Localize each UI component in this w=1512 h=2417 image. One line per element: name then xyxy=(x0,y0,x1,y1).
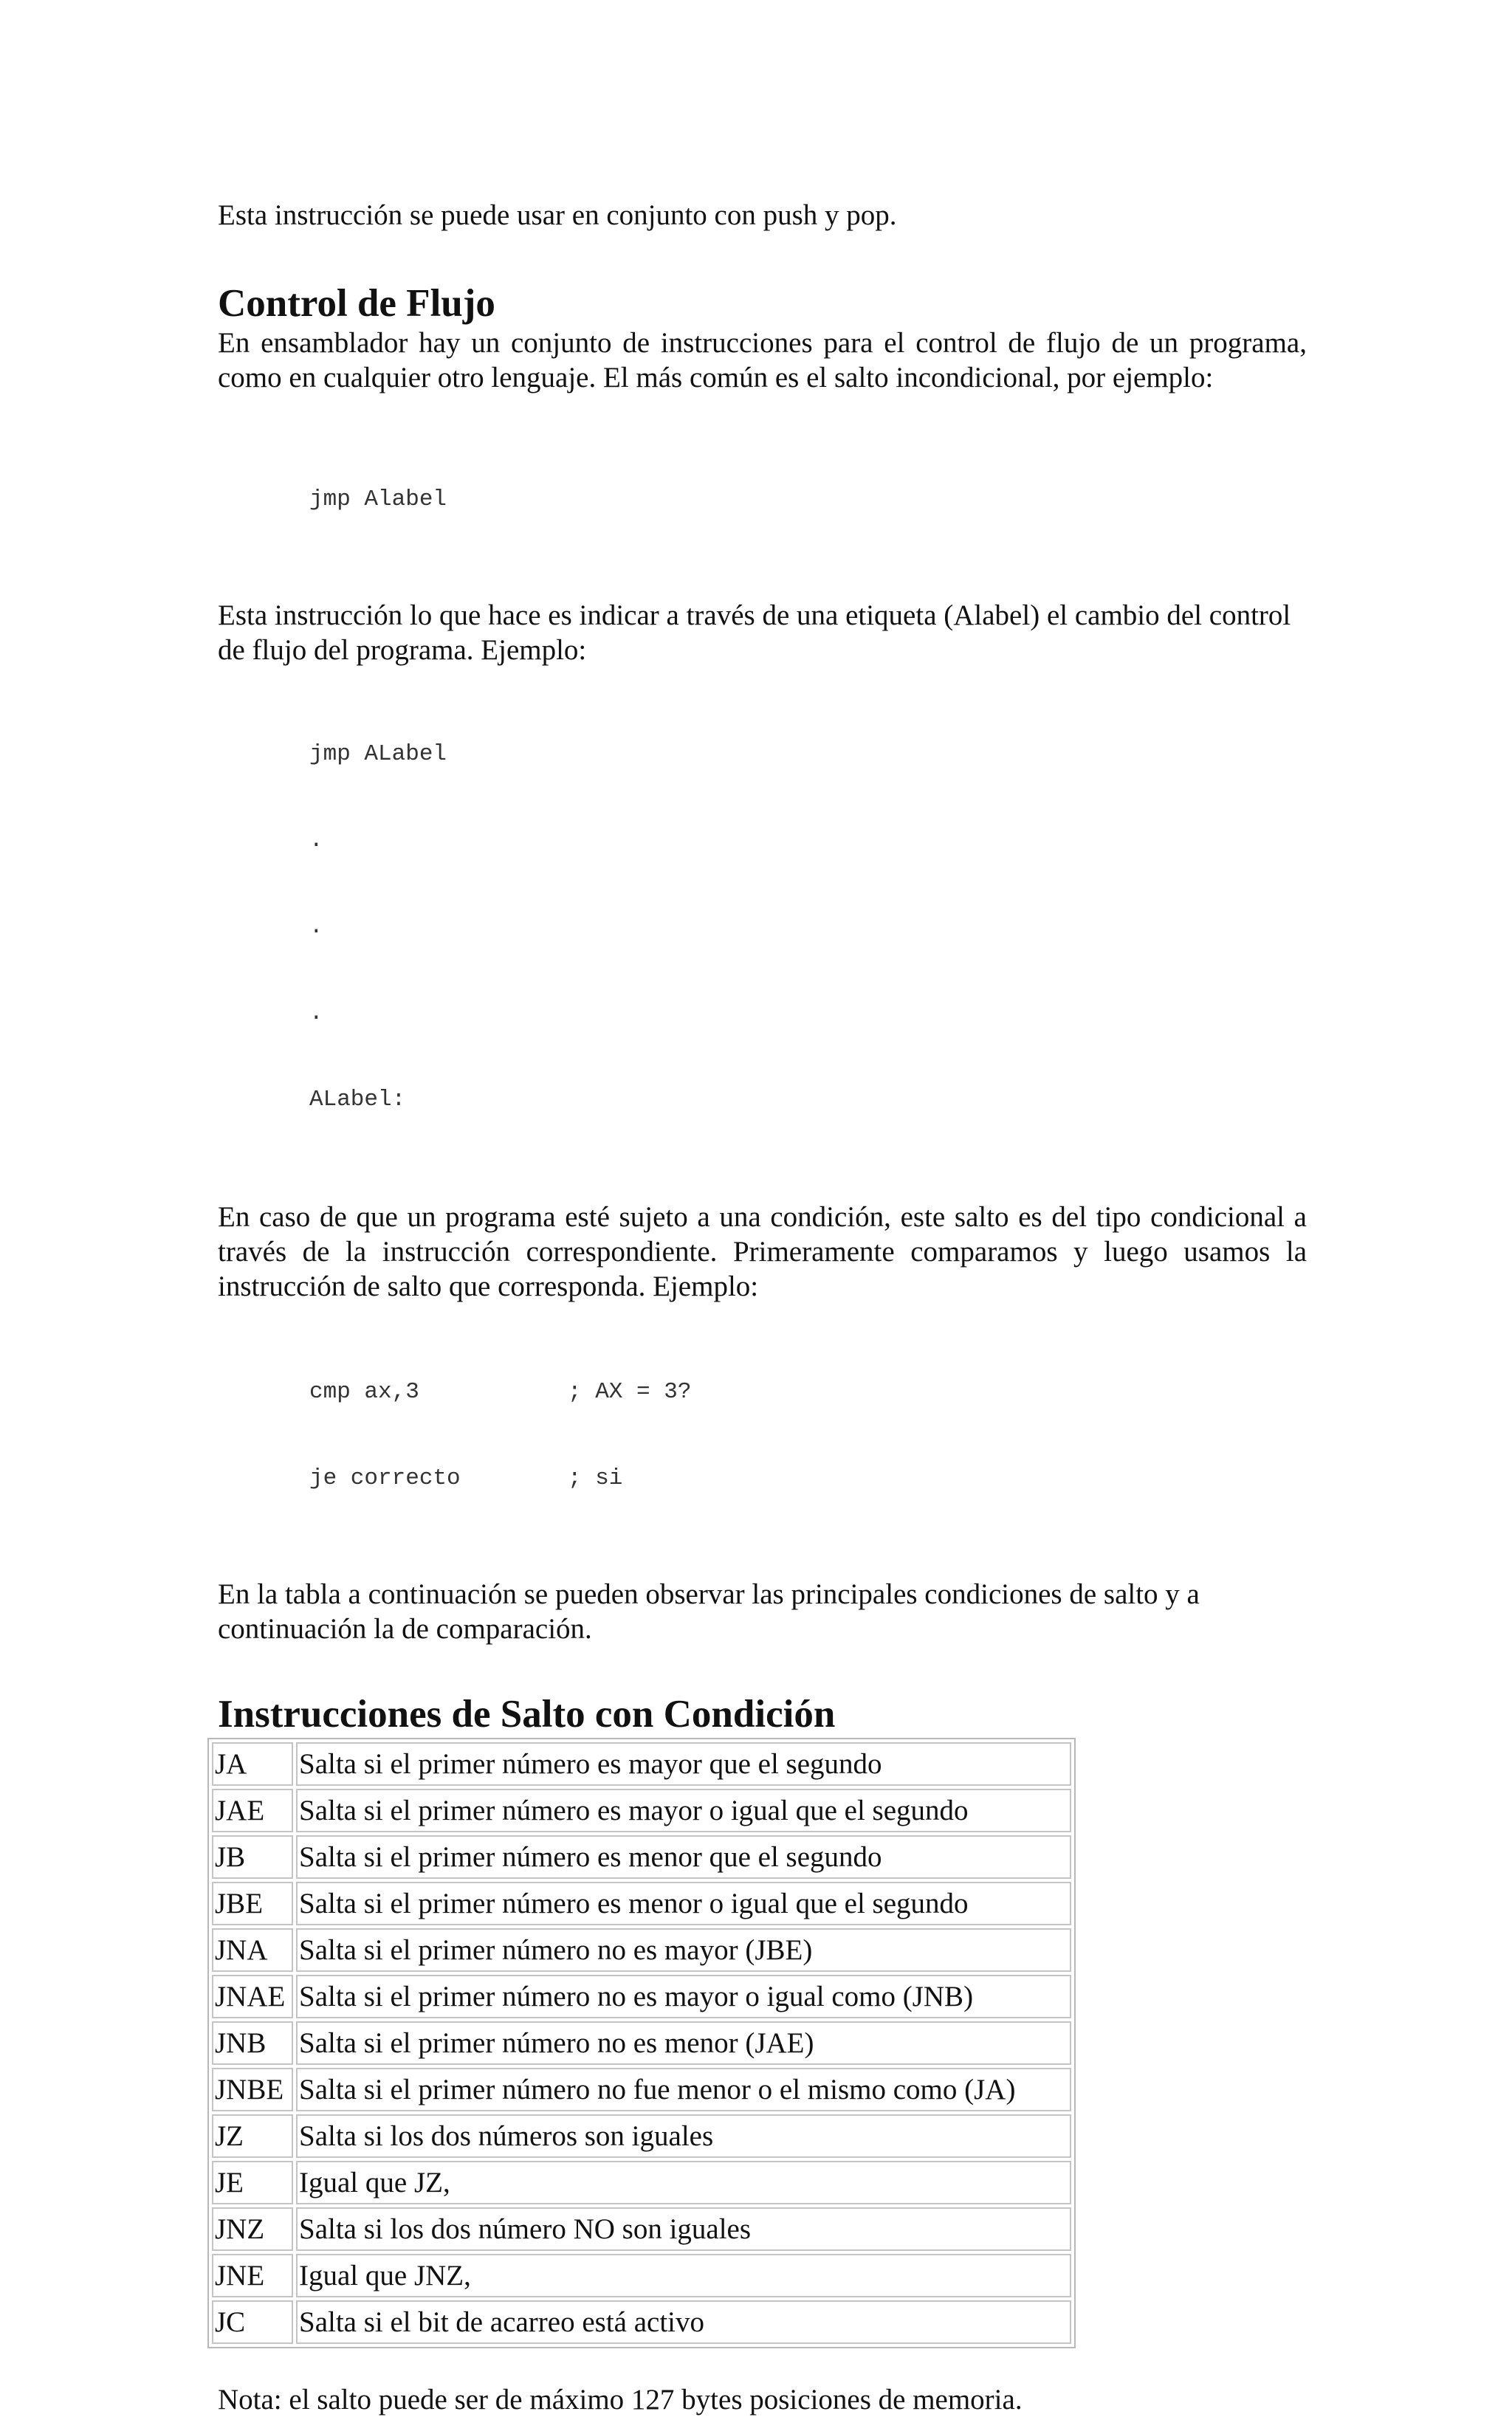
instruction-mnemonic: JNA xyxy=(212,1928,293,1972)
table-row xyxy=(212,1928,1071,1972)
code-line: . xyxy=(309,828,323,853)
instruction-description: Salta si el primer número no es menor (JAE) xyxy=(296,2021,1071,2065)
jump-instructions-table xyxy=(207,1738,1076,2348)
table-row xyxy=(212,2254,1071,2297)
instruction-description: Salta si el primer número es mayor que el segundo xyxy=(296,1742,1071,1786)
code-line: ALabel: xyxy=(309,1087,406,1113)
instruction-description: Igual que JZ, xyxy=(296,2161,1071,2204)
code-instruction: cmp ax,3 xyxy=(309,1379,419,1405)
instruction-description: Igual que JNZ, xyxy=(296,2254,1071,2297)
code-instruction: je correcto xyxy=(309,1465,461,1491)
instruction-mnemonic: JBE xyxy=(212,1882,293,1925)
instruction-description: Salta si el primer número es menor o igual que el segundo xyxy=(296,1882,1071,1925)
code-line: jmp ALabel xyxy=(309,741,447,767)
paragraph-esta-instruccion: Esta instrucción lo que hace es indicar a través de una etiqueta (Alabel) el cambio del control de flujo del programa. Ejemplo: xyxy=(218,599,1291,666)
section-heading-instrucciones-salto: Instrucciones de Salto con Condición xyxy=(218,1693,836,1736)
instruction-mnemonic: JNB xyxy=(212,2021,293,2065)
table-row xyxy=(212,2021,1071,2065)
instruction-mnemonic: JC xyxy=(212,2300,293,2344)
instruction-mnemonic: JB xyxy=(212,1835,293,1879)
code-block-cmp-je xyxy=(218,1320,1307,1550)
table-row xyxy=(212,1835,1071,1879)
instruction-description: Salta si los dos números son iguales xyxy=(296,2114,1071,2158)
code-comment: ; si xyxy=(568,1465,623,1491)
instruction-mnemonic: JAE xyxy=(212,1789,293,1832)
code-line: . xyxy=(309,914,323,940)
table-row xyxy=(212,1975,1071,2018)
instruction-mnemonic: JNE xyxy=(212,2254,293,2297)
table-row xyxy=(212,2300,1071,2344)
instruction-description: Salta si los dos número NO son iguales xyxy=(296,2207,1071,2251)
instruction-description: Salta si el primer número es menor que el segundo xyxy=(296,1835,1071,1879)
code-row xyxy=(309,1464,1307,1493)
code-block-jmp-alabel xyxy=(218,427,1307,571)
table-row xyxy=(212,1882,1071,1925)
code-block-jmp-example xyxy=(218,682,1307,1172)
instruction-description: Salta si el primer número no fue menor o el mismo como (JA) xyxy=(296,2068,1071,2111)
instruction-mnemonic: JZ xyxy=(212,2114,293,2158)
table-row xyxy=(212,2207,1071,2251)
note-paragraph: Nota: el salto puede ser de máximo 127 bytes posiciones de memoria. xyxy=(218,2384,1023,2416)
instruction-mnemonic: JNBE xyxy=(212,2068,293,2111)
instruction-mnemonic: JNAE xyxy=(212,1975,293,2018)
paragraph-tabla-continuacion: En la tabla a continuación se pueden observar las principales condiciones de salto y a continuación la de comparación. xyxy=(218,1578,1200,1645)
instruction-description: Salta si el primer número no es mayor o igual como (JNB) xyxy=(296,1975,1071,2018)
paragraph-ensamblador: En ensamblador hay un conjunto de instrucciones para el control de flujo de un programa, como en cualquier otro lenguaje. El más común es el salto incondicional, por ejemplo: xyxy=(218,327,1307,393)
intro-paragraph: Esta instrucción se puede usar en conjunto con push y pop. xyxy=(218,199,897,231)
code-line: jmp Alabel xyxy=(309,487,447,512)
instruction-description: Salta si el primer número es mayor o igual que el segundo xyxy=(296,1789,1071,1832)
section-heading-control-de-flujo: Control de Flujo xyxy=(218,282,495,325)
instruction-mnemonic: JE xyxy=(212,2161,293,2204)
table-row xyxy=(212,1742,1071,1786)
instruction-description: Salta si el bit de acarreo está activo xyxy=(296,2300,1071,2344)
table-row xyxy=(212,2114,1071,2158)
code-row xyxy=(309,1378,1307,1406)
paragraph-salto-condicional: En caso de que un programa esté sujeto a una condición, este salto es del tipo condicional a través de la instrucción correspondiente. Primeramente comparamos y luego usamos la instrucción de salto que corresponda. Ejemplo: xyxy=(218,1201,1307,1302)
instruction-mnemonic: JNZ xyxy=(212,2207,293,2251)
table-row xyxy=(212,1789,1071,1832)
instruction-description: Salta si el primer número no es mayor (JBE) xyxy=(296,1928,1071,1972)
document-page xyxy=(215,198,1307,2417)
table-row xyxy=(212,2161,1071,2204)
instruction-mnemonic: JA xyxy=(212,1742,293,1786)
code-line: . xyxy=(309,1000,323,1026)
table-row xyxy=(212,2068,1071,2111)
code-comment: ; AX = 3? xyxy=(568,1379,692,1405)
